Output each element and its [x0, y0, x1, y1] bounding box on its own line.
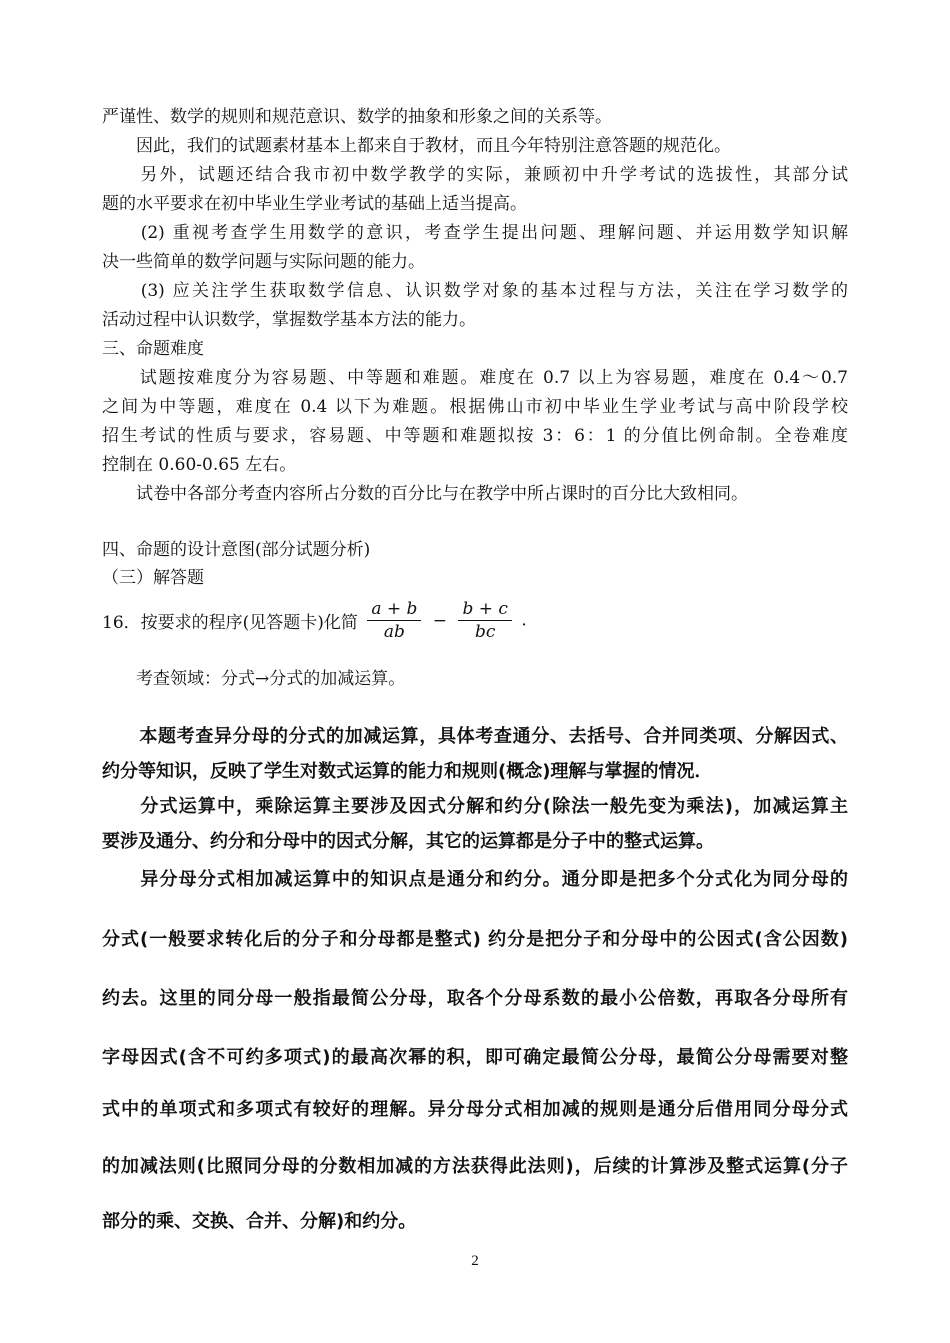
text-line: 试题按难度分为容易题、中等题和难题。难度在 0.7 以上为容易题，难度在 0.4～0.7: [102, 368, 848, 388]
text-line: 本题考查异分母的分式的加减运算，具体考查通分、去括号、合并同类项、分解因式、: [102, 726, 848, 747]
text-line: 的加减法则(比照同分母的分数相加减的方法获得此法则)，后续的计算涉及整式运算(分子: [102, 1156, 848, 1177]
domain-line: 考查领域：分式→分式的加减运算。: [102, 669, 406, 689]
fraction-1-numerator: a + b: [367, 598, 421, 621]
question-16: [102, 598, 527, 643]
text-line: 招生考试的性质与要求，容易题、中等题和难题拟按 3：6：1 的分值比例命制。全卷难度: [102, 426, 848, 446]
text-line: 严谨性、数学的规则和规范意识、数学的抽象和形象之间的关系等。: [102, 107, 612, 127]
text-line: (3) 应关注学生获取数学信息、认识数学对象的基本过程与方法，关注在学习数学的: [102, 281, 848, 301]
text-line: 分式运算中，乘除运算主要涉及因式分解和约分(除法一般先变为乘法)，加减运算主: [102, 796, 848, 817]
text-line: 之间为中等题，难度在 0.4 以下为难题。根据佛山市初中毕业生学业考试与高中阶段学校: [102, 397, 848, 417]
page-number: 2: [471, 1253, 479, 1269]
section-heading: 四、命题的设计意图(部分试题分析): [102, 540, 371, 560]
fraction-2: [458, 598, 511, 643]
text-line: 另外，试题还结合我市初中数学教学的实际，兼顾初中升学考试的选拔性，其部分试: [102, 165, 848, 185]
text-line: 活动过程中认识数学，掌握数学基本方法的能力。: [102, 310, 476, 330]
text-line: 约去。这里的同分母一般指最简公分母，取各个分母系数的最小公倍数，再取各分母所有: [102, 988, 848, 1009]
fraction-2-denominator: bc: [474, 622, 496, 642]
text-line: 试卷中各部分考查内容所占分数的百分比与在教学中所占课时的百分比大致相同。: [102, 484, 748, 504]
text-line: (2) 重视考查学生用数学的意识，考查学生提出问题、理解问题、并运用数学知识解: [102, 223, 848, 243]
section-heading: 三、命题难度: [102, 339, 204, 359]
text-line: 部分的乘、交换、合并、分解)和约分。: [102, 1211, 417, 1232]
text-line: 要涉及通分、约分和分母中的因式分解，其它的运算都是分子中的整式运算。: [102, 831, 714, 852]
text-line: 式中的单项式和多项式有较好的理解。异分母分式相加减的规则是通分后借用同分母分式: [102, 1099, 848, 1120]
fraction-1: [367, 598, 421, 643]
text-line: 字母因式(含不可约多项式)的最高次幂的积，即可确定最简公分母，最简公分母需要对整: [102, 1047, 848, 1068]
text-line: 异分母分式相加减运算中的知识点是通分和约分。通分即是把多个分式化为同分母的: [102, 869, 848, 890]
fraction-1-denominator: ab: [383, 622, 405, 642]
text-line: 因此，我们的试题素材基本上都来自于教材，而且今年特别注意答题的规范化。: [102, 136, 731, 156]
text-line: 分式(一般要求转化后的分子和分母都是整式) 约分是把分子和分母中的公因式(含公因数): [102, 929, 848, 950]
subsection-heading: （三）解答题: [102, 568, 204, 588]
text-line: 约分等知识，反映了学生对数式运算的能力和规则(概念)理解与掌握的情况．: [102, 761, 713, 782]
text-line: 题的水平要求在初中毕业生学业考试的基础上适当提高。: [102, 194, 527, 214]
text-line: 控制在 0.60-0.65 左右。: [102, 455, 297, 475]
question-16-text: 16．按要求的程序(见答题卡)化简: [102, 613, 358, 633]
fraction-2-numerator: b + c: [458, 598, 511, 621]
question-16-period: .: [521, 610, 527, 631]
minus-sign: −: [432, 610, 448, 631]
text-line: 决一些简单的数学问题与实际问题的能力。: [102, 252, 425, 272]
